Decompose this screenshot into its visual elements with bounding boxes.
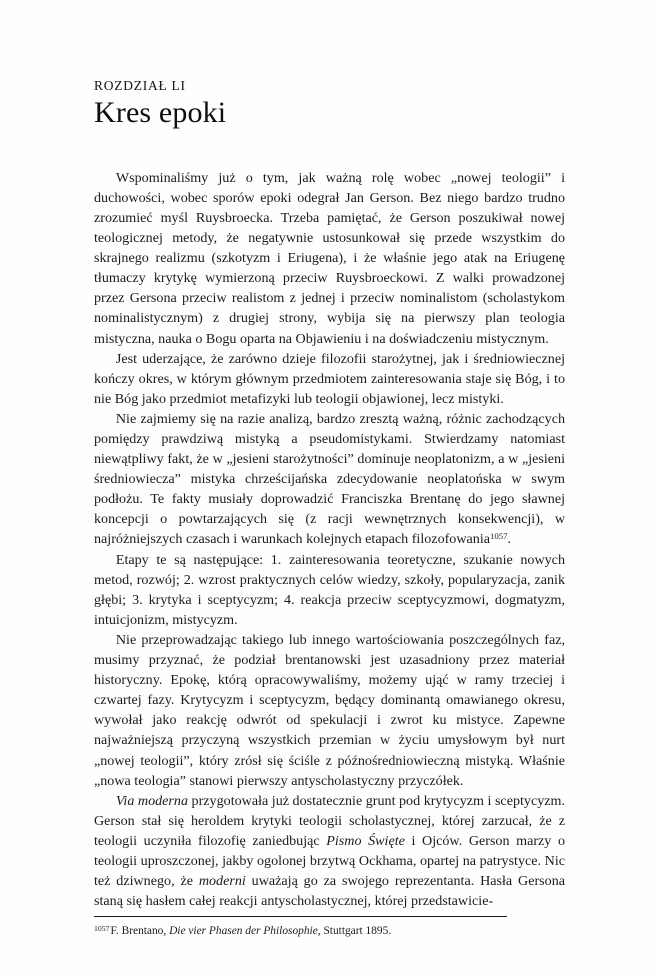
paragraph-6-text-b: i Ojców. Gerson marzy o teologii uproszczonej, jakby ogolonej brzytwą Ockhama, opartej na patrystyce. Nic też dziwnego, że xyxy=(94,832,565,890)
paragraph-6-term-pismo-swiete: Pismo Święte xyxy=(326,832,405,849)
footnote-separator-rule xyxy=(94,916,507,917)
paragraph-4-text: Etapy te są następujące: 1. zainteresowania teoretyczne, szukanie nowych metod, rozwój; 2. wzrost praktycznych celów wiedzy, szkoły, popularyzacja, zanik głębi; 3. krytyka i sceptycyzm; 4. reakcja przeciw sceptycyzmowi, dogmatyzm, intuicjonizm, mistycyzm. xyxy=(94,551,565,628)
footnote-reference-marker[interactable]: 1057 xyxy=(490,531,508,542)
paragraph-2-text: Jest uderzające, że zarówno dzieje filozofii starożytnej, jak i średniowiecznej kończy okres, w którym głównym przedmiotem zainteresowania staje się Bóg, i to nie Bóg jako przedmiot metafizyki lub teologii objawionej, lecz mistyki. xyxy=(94,350,565,407)
paragraph-4 xyxy=(94,550,565,630)
chapter-number: ROZDZIAŁ LI xyxy=(94,78,186,93)
paragraph-1 xyxy=(94,168,565,349)
footnote-area xyxy=(94,916,565,939)
paragraph-6 xyxy=(94,791,565,912)
footnote-author: F. Brentano, xyxy=(110,925,167,937)
footnote-publication: , Stuttgart 1895. xyxy=(317,925,392,937)
paragraph-6-text-c: uważają go za swojego reprezentanta. Hasła Gersona staną się hasłem całej reakcji antyscholastycznej, której przedstawicie- xyxy=(94,873,566,910)
paragraph-5-text: Nie przeprowadzając takiego lub innego wartościowania poszczególnych faz, musimy przyznać, że podział brentanowski jest uzasadniony przez materiał historyczny. Epokę, którą opracowywaliśmy, możemy ująć w ramy trzeciej i czwartej fazy. Krytycyzm i sceptycyzm, będący dominantą omawianego okresu, wywołał jako reakcję odwrót od spekulacji i zwrot ku mistyce. Zapewne najważniejszą przyczyną wszystkich przemian w życiu umysłowym był nurt „nowej teologii”, który zrósł się ściśle z późnośredniowieczną mistyką. Właśnie „nowa teologia” stanowi pierwszy antyscholastyczny przyczółek. xyxy=(94,631,565,789)
paragraph-5 xyxy=(94,630,565,791)
footnote-number: 1057 xyxy=(94,923,110,933)
paragraph-2 xyxy=(94,349,565,409)
paragraph-3 xyxy=(94,409,565,550)
paragraph-6-term-via-moderna: Via moderna xyxy=(115,792,189,809)
paragraph-1-text: Wspominaliśmy już o tym, jak ważną rolę wobec „nowej teologii” i duchowości, wobec sporów epoki odegrał Jan Gerson. Bez niego bardzo trudno zrozumieć myśl Ruysbroecka. Trzeba pamiętać, że Gerson poszukiwał nowej teologicznej metody, że negatywnie ustosunkował się przede wszystkim do skrajnego realizmu (szkotyzm i Eriugena), i że właśnie jego atak na Eriugenę tłumaczy krytykę wymierzoną przeciw Ruysbroeckowi. Z walki prowadzonej przez Gersona przeciw realistom z jednej i przeciw nominalistom (scholastykom nominalistycznym) z drugiej strony, wybija się na pierwszy plan teologia mistyczna, nauka o Bogu oparta na Objawieniu i na doświadczeniu mistycznym. xyxy=(94,169,565,347)
footnote-title: Die vier Phasen der Philosophie xyxy=(169,925,318,937)
body-text xyxy=(94,168,565,911)
page-content-column xyxy=(94,78,565,911)
paragraph-6-text-a: przygotowała już dostatecznie grunt pod krytycyzm i sceptycyzm. Gerson stał się heroldem krytyki teologii scholastycznej, której zarzucał, że z teologii uczyniła filozofię zaniedbując xyxy=(94,792,565,849)
page-title: Kres epoki xyxy=(94,96,227,130)
paragraph-6-term-moderni: moderni xyxy=(198,873,246,890)
paragraph-3-text: Nie zajmiemy się na razie analizą, bardzo zresztą ważną, różnic zachodzących pomiędzy prawdziwą mistyką a pseudomistykami. Stwierdzamy natomiast niewątpliwy fakt, że w „jesieni starożytności” dominuje neoplatonizm, a w „jesieni średniowiecza” mistyka chrześcijańska zdecydowanie neoplatońska w swym podłożu. Te fakty musiały doprowadzić Franciszka Brentanę do jego sławnej koncepcji o powtarzających się (z racji wewnętrznych konsekwencji), w najróżniejszych czasach i warunkach kolejnych etapach filozofowania xyxy=(94,410,565,548)
paragraph-3-text-tail: . xyxy=(507,531,512,548)
footnote-entry xyxy=(94,924,565,939)
